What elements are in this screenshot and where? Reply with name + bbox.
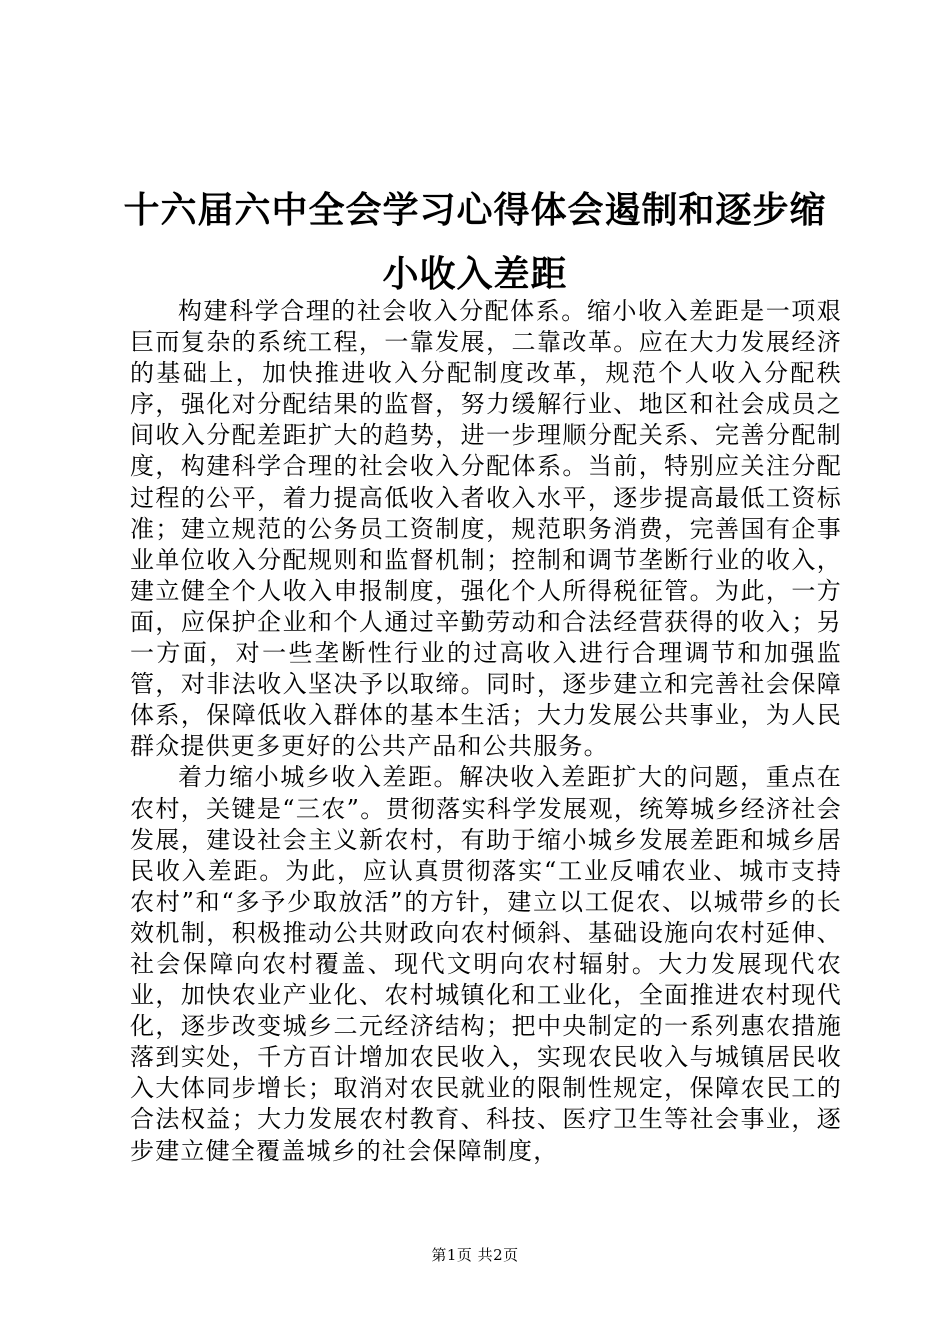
document-title: 十六届六中全会学习心得体会遏制和逐步缩小收入差距 bbox=[123, 189, 827, 295]
document-body bbox=[130, 296, 842, 1167]
paragraph-urban-rural-gap: 着力缩小城乡收入差距。解决收入差距扩大的问题，重点在农村，关键是“三农”。贯彻落实科学发展观，统筹城乡经济社会发展，建设社会主义新农村，有助于缩小城乡发展差距和城乡居民收入差距。为此，应认真贯彻落实“工业反哺农业、城市支持农村”和“多予少取放活”的方针，建立以工促农、以城带乡的长效机制，积极推动公共财政向农村倾斜、基础设施向农村延伸、社会保障向农村覆盖、现代文明向农村辐射。大力发展现代农业，加快农业产业化、农村城镇化和工业化，全面推进农村现代化，逐步改变城乡二元经济结构；把中央制定的一系列惠农措施落到实处，千方百计增加农民收入，实现农民收入与城镇居民收入大体同步增长；取消对农民就业的限制性规定，保障农民工的合法权益；大力发展农村教育、科技、医疗卫生等社会事业，逐步建立健全覆盖城乡的社会保障制度， bbox=[130, 763, 842, 1165]
page-number-footer: 第1页 共2页 bbox=[431, 1246, 519, 1264]
paragraph-income-distribution: 构建科学合理的社会收入分配体系。缩小收入差距是一项艰巨而复杂的系统工程，一靠发展，二靠改革。应在大力发展经济的基础上，加快推进收入分配制度改革，规范个人收入分配秩序，强化对分配结果的监督，努力缓解行业、地区和社会成员之间收入分配差距扩大的趋势，进一步理顺分配关系、完善分配制度，构建科学合理的社会收入分配体系。当前，特别应关注分配过程的公平，着力提高低收入者收入水平，逐步提高最低工资标准；建立规范的公务员工资制度，规范职务消费，完善国有企事业单位收入分配规则和监督机制；控制和调节垄断行业的收入，建立健全个人收入申报制度，强化个人所得税征管。为此，一方面，应保护企业和个人通过辛勤劳动和合法经营获得的收入；另一方面，对一些垄断性行业的过高收入进行合理调节和加强监管，对非法收入坚决予以取缔。同时，逐步建立和完善社会保障体系，保障低收入群体的基本生活；大力发展公共事业，为人民群众提供更多更好的公共产品和公共服务。 bbox=[130, 297, 842, 761]
